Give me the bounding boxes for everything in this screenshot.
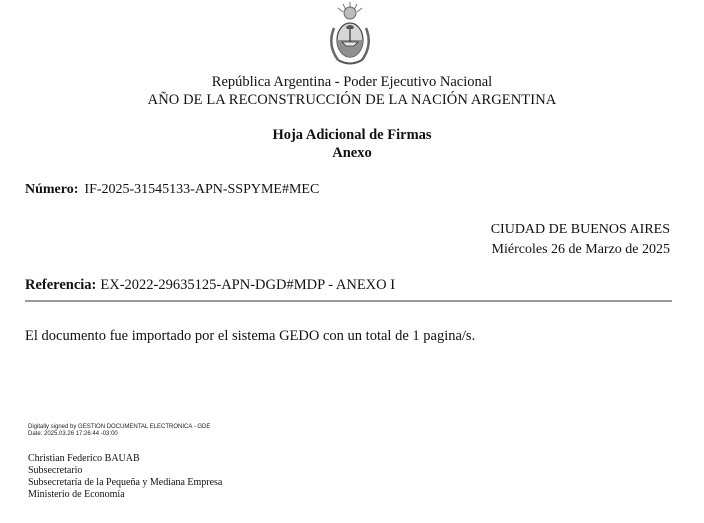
signer-role: Subsecretario [28,465,83,476]
signer-ministry: Ministerio de Economía [28,489,125,500]
document-subtitle: Anexo [332,145,372,161]
numero-label: Número: [25,182,79,197]
digital-signature-line-1: Digitally signed by GESTION DOCUMENTAL ELECTRONICA - GDE [28,424,211,430]
signer-block [28,453,222,501]
reference [25,277,395,294]
coat-of-arms-icon [324,0,376,68]
numero-value: IF-2025-31545133-APN-SSPYME#MEC [84,182,320,197]
divider [25,300,672,302]
date: Miércoles 26 de Marzo de 2025 [491,242,670,257]
document-title: Hoja Adicional de Firmas [272,127,432,143]
signer-office: Subsecretaría de la Pequeña y Mediana Empresa [28,477,223,488]
digital-signature-stamp [28,424,210,438]
city: CIUDAD DE BUENOS AIRES [490,222,670,237]
document-number [25,182,319,198]
reference-label: Referencia: [25,277,97,293]
signer-name: Christian Federico BAUAB [28,453,140,464]
header-line-1: República Argentina - Poder Ejecutivo Nacional [211,74,493,90]
header-line-2: AÑO DE LA RECONSTRUCCIÓN DE LA NACIÓN ARGENTINA [147,92,557,108]
digital-signature-date: Date: 2025.03.26 17:26:44 -03:00 [28,431,118,437]
body-text: El documento fue importado por el sistema GEDO con un total de 1 pagina/s. [25,328,476,344]
reference-value: EX-2022-29635125-APN-DGD#MDP - ANEXO I [100,277,396,293]
